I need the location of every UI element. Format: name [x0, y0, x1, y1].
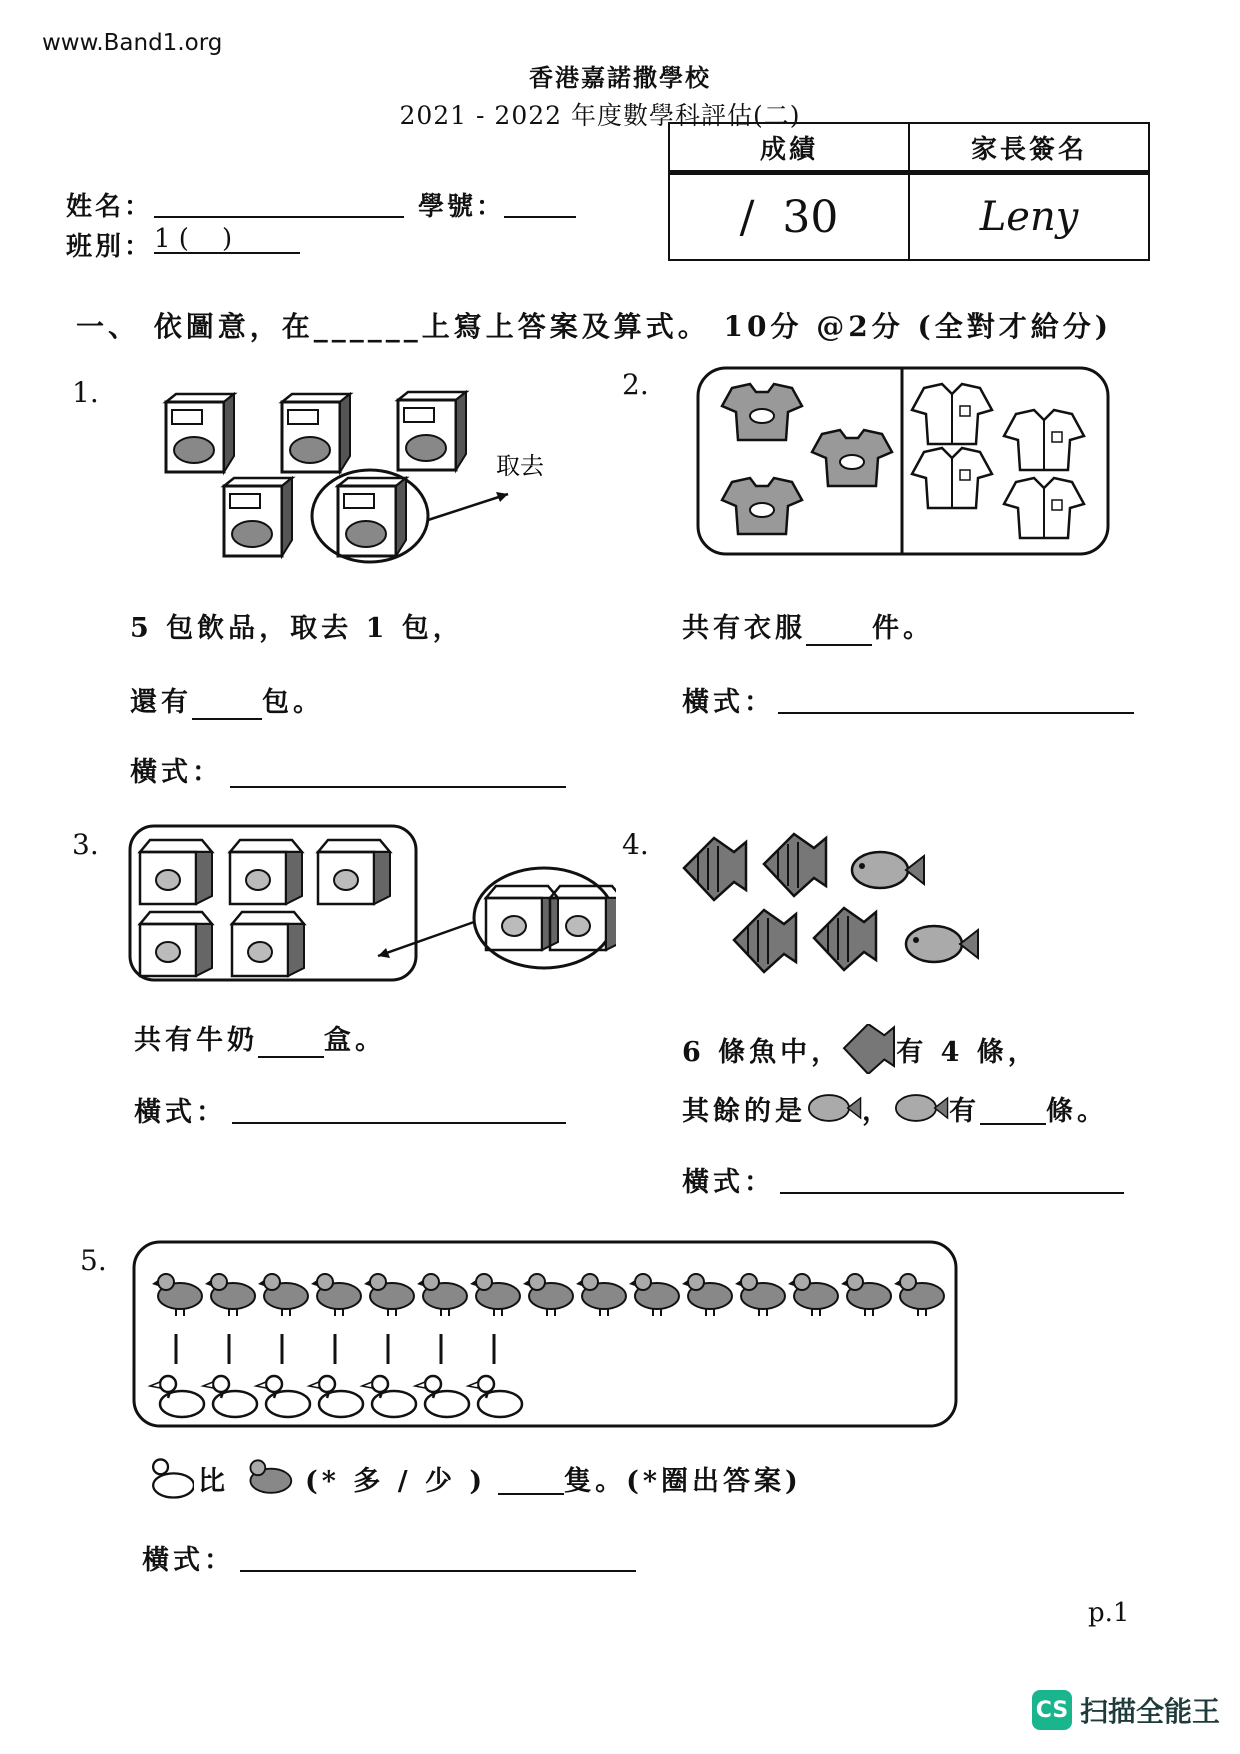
- add-arrow: [378, 922, 474, 956]
- circled-drink: [312, 470, 428, 562]
- scanner-watermark: [1032, 1690, 1220, 1730]
- question-5-number: 5.: [80, 1244, 107, 1277]
- q1-text-1: 5 包飲品，取去 1 包，: [130, 613, 464, 644]
- t-shirt: [722, 478, 802, 534]
- q5-formula-label: 橫式：: [142, 1545, 235, 1576]
- tropical-fish: [906, 926, 978, 962]
- page-number: p.1: [1088, 1598, 1130, 1628]
- angelfish: [734, 910, 796, 972]
- student-number-field[interactable]: [504, 196, 576, 218]
- q5-answer-blank[interactable]: [498, 1462, 564, 1495]
- shirt: [912, 448, 992, 508]
- chicken-row: [152, 1274, 944, 1316]
- q3-formula-blank[interactable]: [232, 1098, 566, 1124]
- angelfish: [764, 834, 826, 896]
- drink-box: [166, 394, 234, 472]
- drink-box: [224, 478, 292, 556]
- scanner-name: 扫描全能王: [1080, 1695, 1221, 1728]
- q2-formula-label: 橫式：: [682, 687, 775, 718]
- more-less-choice[interactable]: (* 多 / 少 ): [305, 1465, 487, 1497]
- take-away-label: 取去: [496, 452, 544, 480]
- question-2-number: 2.: [622, 368, 649, 401]
- q5-text-1: 比 (* 多 / 少 ) 隻。 (*圈出答案): [142, 1452, 802, 1504]
- chicken-icon: [243, 1452, 295, 1504]
- q2-answer-blank[interactable]: [806, 613, 872, 646]
- student-number-label: 學號：: [418, 192, 506, 222]
- question-3-number: 3.: [72, 828, 99, 861]
- q2-text-1: 共有衣服 件。: [682, 613, 934, 644]
- milk-carton: [486, 886, 558, 950]
- assessment-title: 2021 - 2022 年度數學科評估(二): [399, 101, 801, 130]
- q3-formula-label: 橫式：: [134, 1097, 227, 1128]
- q4-answer-blank[interactable]: [980, 1092, 1046, 1125]
- q2-clothes-illustration: [694, 364, 1114, 560]
- parent-signature-header: 家長簽名: [909, 123, 1149, 173]
- milk-carton: [232, 912, 304, 976]
- name-field[interactable]: [154, 196, 404, 218]
- q4-text-1: 6 條魚中， 有 4 條，: [682, 1024, 1039, 1074]
- school-name: 香港嘉諾撒學校: [529, 63, 711, 92]
- site-watermark: www.Band1.org: [42, 30, 223, 56]
- name-label: 姓名：: [66, 192, 154, 222]
- duck-row: [150, 1376, 522, 1417]
- q4-fish-illustration: [680, 830, 1000, 980]
- q3-milk-illustration: [126, 820, 616, 990]
- q1-text-2: 還有 包。: [130, 687, 324, 718]
- shirt: [912, 384, 992, 444]
- q1-drinks-illustration: [160, 380, 580, 570]
- question-4-number: 4.: [622, 828, 649, 861]
- drink-box: [282, 394, 350, 472]
- q4-formula-blank[interactable]: [780, 1168, 1124, 1194]
- milk-carton: [230, 840, 302, 904]
- angelfish-icon: [842, 1024, 896, 1074]
- milk-carton: [140, 840, 212, 904]
- q4-formula-label: 橫式：: [682, 1167, 775, 1198]
- q2-formula-blank[interactable]: [778, 690, 1134, 714]
- q1-answer-blank[interactable]: [192, 687, 262, 720]
- q1-formula-blank[interactable]: [230, 762, 566, 788]
- t-shirt: [812, 430, 892, 486]
- section-1-title: 一、 依圖意，在______上寫上答案及算式。 10分 @2分 (全對才給分): [76, 310, 1112, 343]
- score-header: 成績: [669, 123, 909, 173]
- duck-icon: [142, 1452, 194, 1504]
- matching-lines: [176, 1334, 494, 1364]
- shirt: [1004, 478, 1084, 538]
- shirt: [1004, 410, 1084, 470]
- take-away-arrow: [428, 494, 508, 520]
- score-value: / 30: [669, 173, 909, 261]
- t-shirt: [722, 384, 802, 440]
- q3-answer-blank[interactable]: [258, 1025, 324, 1058]
- q1-formula-label: 橫式：: [130, 757, 223, 788]
- milk-carton: [140, 912, 212, 976]
- milk-carton: [318, 840, 390, 904]
- q4-text-2: 其餘的是 ， 有 條。: [682, 1088, 1108, 1128]
- class-field[interactable]: 1 ( ): [154, 224, 300, 254]
- tropical-fish: [852, 852, 924, 888]
- score-table: [668, 122, 1150, 261]
- parent-signature: Leny: [909, 173, 1149, 261]
- question-1-number: 1.: [72, 376, 99, 409]
- drink-box: [338, 478, 406, 556]
- tropical-fish-icon: [806, 1088, 862, 1128]
- tropical-fish-icon: [893, 1088, 949, 1128]
- q5-formula-blank[interactable]: [240, 1548, 636, 1572]
- class-label: 班別：: [66, 232, 154, 262]
- drink-box: [398, 392, 466, 470]
- q3-text-1: 共有牛奶 盒。: [134, 1025, 386, 1056]
- angelfish: [684, 838, 746, 900]
- q5-birds-illustration: [130, 1238, 960, 1434]
- angelfish: [814, 908, 876, 970]
- scanner-logo: CS: [1032, 1690, 1072, 1730]
